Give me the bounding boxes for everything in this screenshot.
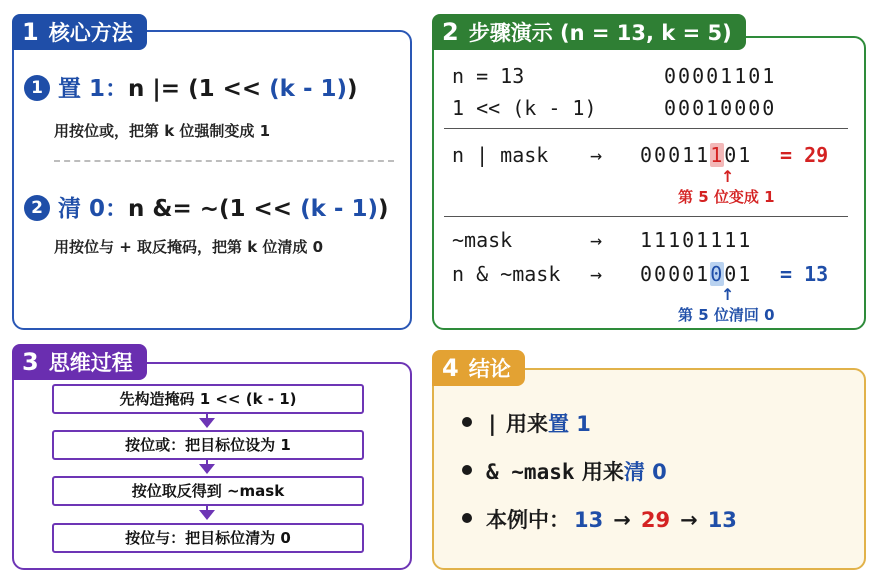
conclusion-text: 本例中： (486, 508, 570, 532)
bits: 01 (724, 262, 753, 286)
down-arrow-icon (199, 418, 215, 428)
bits: 00001 (640, 262, 711, 286)
set-expr-close: ) (347, 76, 358, 102)
row-mask-bits: 00010000 (664, 96, 777, 120)
clear-bit-formula (24, 190, 388, 223)
step-badge: 2 (24, 195, 50, 221)
bullet-icon (462, 417, 472, 427)
value-start: 13 (574, 508, 604, 532)
clear-expr-close: ) (377, 196, 389, 222)
row-n-label: n = 13 (452, 64, 525, 88)
divider (444, 128, 848, 129)
section-title: 步骤演示 (n = 13, k = 5) (468, 21, 732, 45)
bits: 00011 (640, 143, 711, 167)
set-bit-formula (24, 70, 358, 103)
value-middle: 29 (640, 508, 671, 532)
not-label: ~mask (452, 228, 513, 252)
row-mask-label: 1 << (k - 1) (452, 96, 597, 120)
process-step: 按位或：把目标位设为 1 (52, 430, 364, 460)
step-badge: 1 (24, 75, 50, 101)
arrow-icon: → (590, 262, 603, 286)
bits: 01 (724, 143, 753, 167)
or-result-bits (640, 143, 752, 167)
step-demo-title (432, 14, 746, 50)
section-number: 2 (442, 18, 459, 46)
conclusion-item (462, 408, 591, 438)
conclusion-highlight: 置 1 (547, 412, 591, 436)
section-number: 1 (22, 18, 39, 46)
and-label: n & ~mask (452, 262, 561, 286)
operator: & ~mask (486, 460, 575, 484)
set-expr-shift: (k - 1) (269, 76, 348, 102)
process-step: 先构造掩码 1 << (k - 1) (52, 384, 364, 414)
process-step: 按位取反得到 ~mask (52, 476, 364, 506)
bullet-icon (462, 465, 472, 475)
conclusion-item (462, 456, 667, 486)
conclusion-item (462, 504, 737, 534)
process-step: 按位与：把目标位清为 0 (52, 523, 364, 553)
section-title: 结论 (468, 357, 511, 381)
conclusion-text: 用来 (498, 412, 548, 436)
not-bits: 11101111 (640, 228, 753, 252)
set-bit-description: 用按位或，把第 k 位强制变成 1 (54, 122, 271, 140)
divider (444, 216, 848, 217)
up-arrow-icon: ↑ (721, 167, 735, 186)
clear-bit-description: 用按位与 + 取反掩码，把第 k 位清成 0 (54, 238, 324, 256)
section-number: 3 (22, 348, 39, 376)
arrow-icon: → (590, 143, 603, 167)
or-label: n | mask (452, 143, 549, 167)
divider (54, 160, 394, 162)
or-note: 第 5 位变成 1 (678, 188, 775, 206)
or-result-value: = 29 (780, 143, 829, 167)
conclusion-title (432, 350, 525, 386)
set-expr: n |= (1 << (128, 76, 270, 102)
section-title: 核心方法 (48, 21, 133, 45)
conclusion-highlight: 清 0 (623, 460, 667, 484)
highlighted-bit: 0 (710, 262, 725, 286)
conclusion-text: 用来 (574, 460, 624, 484)
value-end: 13 (707, 508, 737, 532)
highlighted-bit: 1 (710, 143, 725, 167)
down-arrow-icon (199, 510, 215, 520)
arrow-icon: → (590, 228, 603, 252)
section-number: 4 (442, 354, 459, 382)
clear-label: 清 0： (58, 196, 129, 222)
and-result-value: = 13 (780, 262, 829, 286)
arrow-icon: → (680, 508, 698, 532)
and-result-bits (640, 262, 752, 286)
down-arrow-icon (199, 464, 215, 474)
thinking-process-title (12, 344, 147, 380)
core-method-title (12, 14, 147, 50)
operator: | (486, 412, 499, 436)
set-label: 置 1： (58, 76, 129, 102)
row-n-bits: 00001101 (664, 64, 777, 88)
arrow-icon: → (613, 508, 631, 532)
and-note: 第 5 位清回 0 (678, 306, 775, 324)
bullet-icon (462, 513, 472, 523)
clear-expr: n &= ~(1 << (128, 196, 301, 222)
up-arrow-icon: ↑ (721, 285, 735, 304)
clear-expr-shift: (k - 1) (300, 196, 378, 222)
section-title: 思维过程 (48, 351, 133, 375)
